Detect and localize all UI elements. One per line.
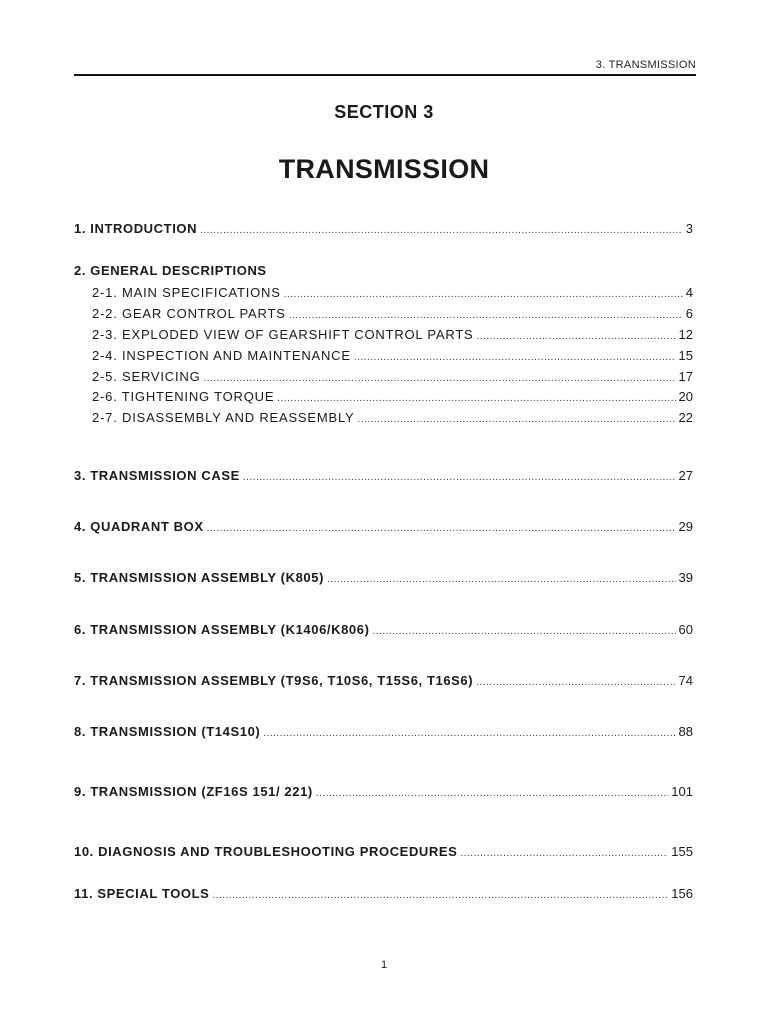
toc-subentry-label: 2-1. MAIN SPECIFICATIONS [92, 285, 281, 300]
toc-leader-dots [277, 391, 675, 407]
toc-subentry-label: 2-3. EXPLODED VIEW OF GEARSHIFT CONTROL PARTS [92, 327, 474, 342]
toc-subentry-page: 15 [678, 348, 693, 363]
toc-subentry-label: 2-6. TIGHTENING TORQUE [92, 389, 275, 404]
toc-entry-label: 6. TRANSMISSION ASSEMBLY (K1406/K806) [74, 622, 370, 637]
page-number: 1 [380, 959, 388, 971]
toc-entry-label: 9. TRANSMISSION (ZF16S 151/ 221) [74, 784, 313, 799]
toc-entry [74, 622, 693, 640]
toc-entry [74, 673, 693, 691]
toc-subentry-page: 20 [678, 389, 693, 404]
toc-entry [74, 784, 693, 802]
toc-entry-page: 60 [678, 622, 693, 637]
toc-entry-label: 5. TRANSMISSION ASSEMBLY (K805) [74, 570, 325, 585]
toc-entry [74, 519, 693, 537]
toc-subentry [92, 327, 693, 345]
toc-leader-dots [477, 329, 676, 345]
toc-entry-page: 156 [671, 886, 693, 901]
toc-leader-dots [204, 371, 676, 387]
toc-entry [74, 844, 693, 862]
toc-entry [74, 724, 693, 742]
toc-entry [74, 886, 693, 904]
toc-entry-label: 10. DIAGNOSIS AND TROUBLESHOOTING PROCEDURES [74, 844, 458, 859]
toc-subentry-page: 6 [685, 306, 693, 321]
toc-leader-dots [358, 412, 676, 428]
toc-entry-label: 3. TRANSMISSION CASE [74, 468, 240, 483]
toc-leader-dots [373, 624, 676, 640]
toc-leader-dots [327, 572, 676, 588]
toc-entry-label: 7. TRANSMISSION ASSEMBLY (T9S6, T10S6, T15S6, T16S6) [74, 673, 474, 688]
toc-entry [74, 468, 693, 486]
running-header: 3. TRANSMISSION [595, 59, 696, 71]
toc-subentry-label: 2-5. SERVICING [92, 369, 201, 384]
toc-subentry [92, 306, 693, 324]
toc-leader-dots [212, 888, 668, 904]
toc-leader-dots [354, 350, 676, 366]
toc-leader-dots [289, 308, 683, 324]
toc-entry [74, 570, 693, 588]
toc-entry-page: 74 [678, 673, 693, 688]
toc-leader-dots [243, 470, 676, 486]
toc-group-heading: 2. GENERAL DESCRIPTIONS [74, 263, 267, 278]
toc-entry-page: 101 [671, 784, 693, 799]
toc-entry-page: 88 [678, 724, 693, 739]
toc-subentry-page: 4 [685, 285, 693, 300]
section-label: SECTION 3 [334, 102, 434, 122]
toc-subentry-page: 12 [678, 327, 693, 342]
toc-entry-label: 1. INTRODUCTION [74, 221, 198, 236]
toc-subentry-page: 22 [678, 410, 693, 425]
toc-leader-dots [460, 846, 668, 862]
toc-subentry-label: 2-2. GEAR CONTROL PARTS [92, 306, 286, 321]
toc-subentry [92, 348, 693, 366]
toc-entry-page: 3 [685, 221, 693, 236]
toc-subentry [92, 285, 693, 303]
toc-entry-label: 4. QUADRANT BOX [74, 519, 204, 534]
toc-subentry [92, 410, 693, 428]
toc-entry-label: 8. TRANSMISSION (T14S10) [74, 724, 261, 739]
toc-leader-dots [263, 726, 675, 742]
toc-leader-dots [476, 675, 675, 691]
toc-leader-dots [200, 223, 683, 239]
toc-entry-introduction [74, 221, 693, 239]
chapter-title: TRANSMISSION [278, 154, 490, 184]
toc-entry-page: 155 [671, 844, 693, 859]
toc-subentry [92, 389, 693, 407]
toc-entry-page: 27 [678, 468, 693, 483]
toc-subentry-label: 2-4. INSPECTION AND MAINTENANCE [92, 348, 351, 363]
toc-subentry-page: 17 [678, 369, 693, 384]
header-rule [74, 74, 696, 76]
toc-subentry [92, 369, 693, 387]
toc-entry-label: 11. SPECIAL TOOLS [74, 886, 210, 901]
toc-leader-dots [207, 521, 676, 537]
toc-leader-dots [284, 287, 683, 303]
toc-leader-dots [316, 786, 668, 802]
toc-entry-page: 29 [678, 519, 693, 534]
toc-entry-page: 39 [678, 570, 693, 585]
toc-subentry-label: 2-7. DISASSEMBLY AND REASSEMBLY [92, 410, 355, 425]
